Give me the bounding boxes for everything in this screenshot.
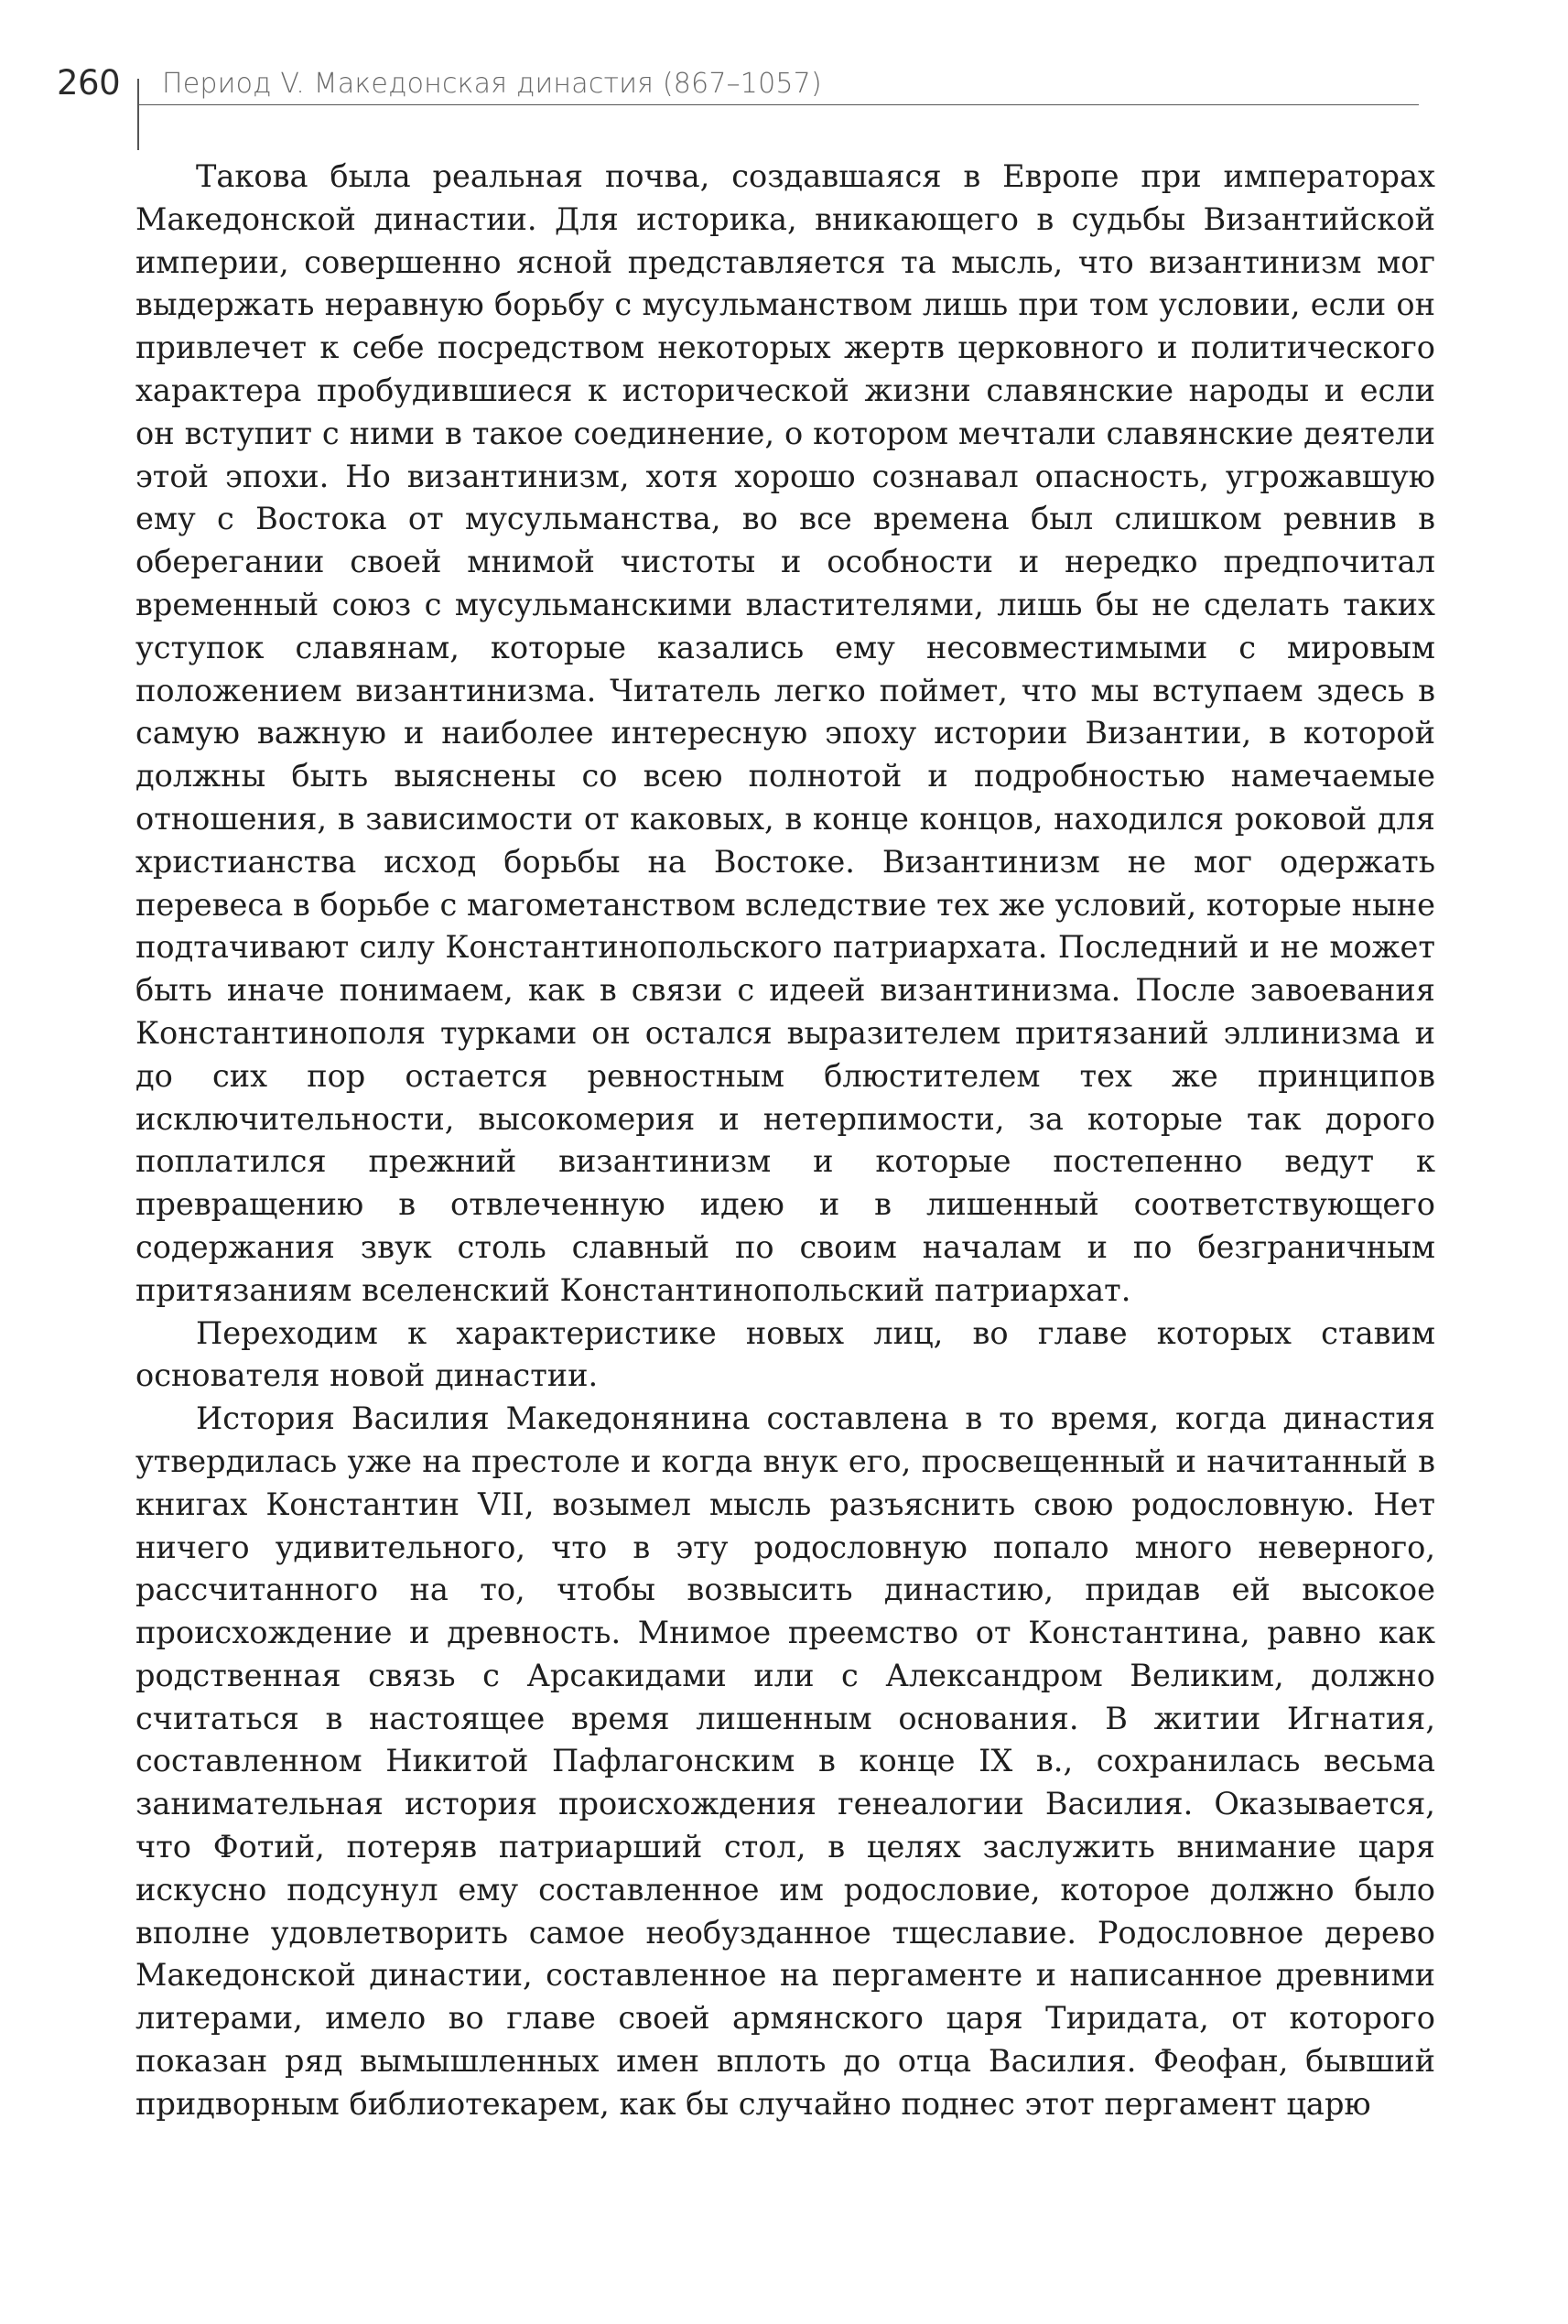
- page-number: 260: [57, 63, 121, 103]
- paragraph-3: История Василия Македонянина составлена в то время, когда династия утвердилась уже на престоле и когда внук его, просвещенный и начитанный в книгах Константин VII, возымел мысль разъяснить свою родословную. Нет ничего удивительного, что в эту родословную попало много неверного, рассчитанного на то, чтобы возвысить династию, придав ей высокое происхождение и древность. Мнимое преемство от Константина, равно как родственная связь с Арсакидами или с Александром Великим, должно считаться в настоящее время лишенным основания. В житии Игнатия, составленном Никитой Пафлагонским в конце IX в., сохранилась весьма занимательная история происхождения генеалогии Василия. Оказывается, что Фотий, потеряв патриарший стол, в целях заслужить внимание царя искусно подсунул ему составленное им родословие, которое должно было вполне удовлетворить самое необузданное тщеславие. Родословное дерево Македонской династии, составленное на пергаменте и написанное древними литерами, имело во главе своей армянского царя Тиридата, от которого показан ряд вымышленных имен вплоть до отца Василия. Феофан, бывший придворным библиотекарем, как бы случайно поднес этот пергамент царю: [135, 1400, 1435, 2122]
- running-title: Период V. Македонская династия (867–1057): [162, 68, 822, 100]
- header-horizontal-rule: [137, 104, 1419, 105]
- header-vertical-rule: [137, 79, 139, 150]
- running-head: [57, 60, 1448, 106]
- paragraph-2: Переходим к характеристике новых лиц, во главе которых ставим основателя новой династии.: [135, 1314, 1435, 1394]
- paragraph-1: Такова была реальная почва, создавшаяся в Европе при императорах Македонской династии. Для историка, вникающего в судьбы Византийской империи, совершенно ясной представляется та мысль, что византинизм мог выдержать неравную борьбу с мусульманством лишь при том условии, если он привлечет к себе посредством некоторых жертв церковного и политического характера пробудившиеся к исторической жизни славянские народы и если он вступит с ними в такое соединение, о котором мечтали славянские деятели этой эпохи. Но византинизм, хотя хорошо сознавал опасность, угрожавшую ему с Востока от мусульманства, во все времена был слишком ревнив в оберегании своей мнимой чистоты и особности и нередко предпочитал временный союз с мусульманскими властителями, лишь бы не сделать таких уступок славянам, которые казались ему несовместимыми с мировым положением византинизма. Читатель легко поймет, что мы вступаем здесь в самую важную и наиболее интересную эпоху истории Византии, в которой должны быть выяснены со всею полнотой и подробностью намечаемые отношения, в зависимости от каковых, в конце концов, находился роковой для христианства исход борьбы на Востоке. Византинизм не мог одержать перевеса в борьбе с магометанством вследствие тех же условий, которые ныне подтачивают силу Константинопольского патриархата. Последний и не может быть иначе понимаем, как в связи с идеей византинизма. После завоевания Константинополя турками он остался выразителем притязаний эллинизма и до сих пор остается ревностным блюстителем тех же принципов исключительности, высокомерия и нетерпимости, за которые так дорого поплатился прежний византинизм и которые постепенно ведут к превращению в отвлеченную идею и в лишенный соответствующего содержания звук столь славный по своим началам и по безграничным притязаниям вселенский Константинопольский патриархат.: [135, 158, 1435, 1308]
- main-text: [135, 156, 1435, 2126]
